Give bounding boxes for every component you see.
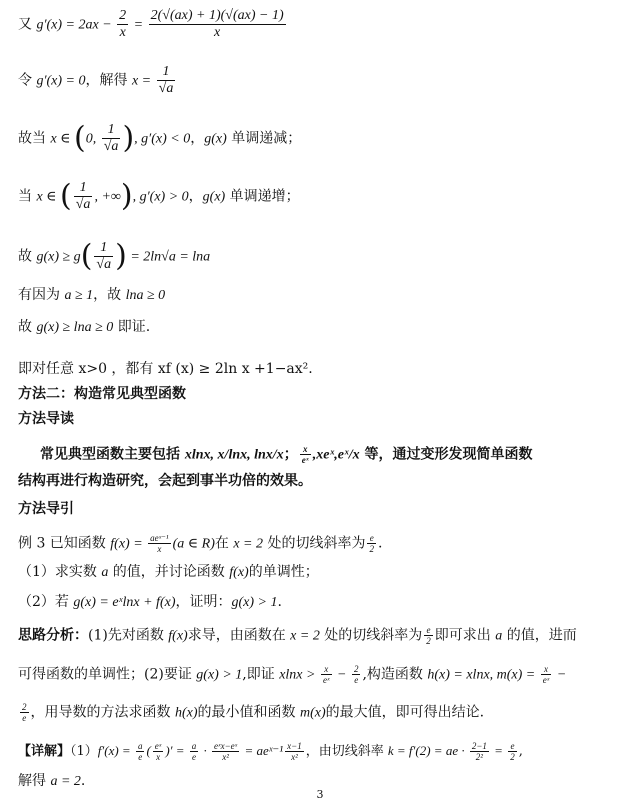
increasing-line [18, 180, 628, 213]
formula: k = f′(2) = ae · [387, 743, 468, 758]
fraction: $\frac{2-1}{\text{2²}}$ [471, 741, 487, 762]
text: 常见典型函数主要包括 [40, 446, 185, 463]
formula: ,xeˣ,eˣ/x [312, 447, 360, 463]
text: 例 3 已知函数 [18, 535, 111, 552]
text: 即对任意 x>0 ，都有 xf (x) ≥ 2ln x +1−ax². [18, 361, 313, 377]
fraction: $\frac{\text{eˣx−eˣ}}{\text{x²}}$ [214, 741, 238, 762]
example-statement [18, 533, 628, 554]
formula: = 2ln√a = lna [126, 249, 211, 265]
formula: g′(x) = 2ax − [36, 17, 116, 33]
formula: a [495, 628, 503, 644]
text: 的最小值和函数 [197, 704, 300, 721]
fraction: $\frac{a}{e}$ [191, 741, 197, 762]
formula: = aeˣ⁻¹ [241, 743, 284, 758]
zero-line [18, 64, 628, 97]
text: 有因为 [18, 287, 65, 303]
formula: 0, [85, 131, 100, 147]
formula: a [101, 565, 109, 580]
formula: xlnx, x/lnx, lnx/x [184, 447, 284, 463]
text: 当 [18, 188, 37, 205]
formula: a ≥ 1 [64, 288, 94, 303]
text: 故 [18, 248, 37, 265]
text: 即证. [113, 319, 151, 335]
formula: x ∈ [36, 189, 61, 205]
formula: , g′(x) > 0 [132, 189, 189, 205]
fraction: $\frac{e}{2}$ [369, 533, 374, 554]
subsection-heading [18, 500, 628, 518]
formula: m(x) [299, 705, 326, 721]
heading-text: 方法二：构造常见典型函数 [18, 386, 186, 402]
formula: )′ = [165, 743, 188, 758]
formula: f(x) = [110, 536, 147, 552]
formula: g(x) > 1 [231, 595, 278, 610]
fraction: $\frac{2}{e}$ [353, 664, 359, 685]
text: 的值，进而 [502, 627, 577, 644]
formula: g(x) [202, 189, 226, 205]
formula: f(x) [229, 565, 249, 580]
fraction: $\frac{x-1}{\text{x²}}$ [287, 741, 302, 762]
fraction: $\frac{e}{2}$ [426, 625, 431, 646]
formula: f′(x) = [97, 743, 134, 758]
analysis-line [18, 625, 628, 646]
fraction: $\frac{1}{√a}$ [96, 240, 112, 272]
method-intro-continuation [18, 472, 628, 490]
method-intro-line [18, 444, 628, 465]
analysis-continuation [18, 664, 628, 685]
summary-line [18, 360, 628, 378]
text: 的单调性； [248, 564, 319, 580]
fraction: $\frac{x}{\text{eˣ}}$ [301, 444, 309, 465]
formula: a = 2 [50, 774, 81, 789]
subsection-heading [18, 410, 628, 428]
text: . [277, 594, 282, 610]
text: （1） [70, 744, 98, 759]
formula: (a ∈ R) [172, 536, 215, 552]
text: 求导，由函数在 [187, 627, 291, 644]
fraction: $\frac{\text{eˣ}}{x}$ [154, 741, 162, 762]
text: ， [188, 188, 203, 205]
text: 处的切线斜率为 [319, 627, 423, 644]
text: . [80, 773, 86, 789]
question-1 [18, 563, 628, 582]
formula: x = [131, 73, 155, 89]
text: 故当 [18, 130, 51, 147]
fraction: $\frac{\text{aeˣ⁻¹}}{x}$ [150, 533, 169, 554]
text: 结构再进行构造研究，会起到事半功倍的效果。 [18, 473, 312, 489]
solution-line [18, 741, 628, 762]
fraction: $\frac{x}{\text{eˣ}}$ [322, 664, 330, 685]
formula: f(x) [168, 628, 188, 644]
formula: g′(x) = 0 [36, 73, 86, 89]
fraction: $\frac{x}{\text{eˣ}}$ [542, 664, 550, 685]
fraction: $\frac{e}{2}$ [510, 741, 515, 762]
minimum-line [18, 240, 628, 273]
formula: · [200, 743, 211, 758]
formula: g(x) > 1 [196, 667, 243, 683]
text: ； [283, 446, 298, 463]
formula: xlnx > [279, 667, 319, 683]
formula: , +∞ [94, 189, 121, 205]
formula: g(x) = eˣlnx + f(x) [73, 595, 176, 610]
text: ， [190, 130, 205, 147]
paren: ( [60, 178, 72, 214]
text: （1）求实数 [18, 564, 102, 580]
paren: ( [74, 120, 86, 156]
text: 等，通过变形发现简单函数 [359, 446, 533, 463]
text: (1)先对函数 [88, 627, 169, 644]
text: 可得函数的单调性；(2)要证 [18, 666, 197, 683]
paren: ) [120, 178, 133, 214]
text: ，证明： [175, 594, 232, 610]
formula: − [553, 667, 567, 683]
decreasing-line [18, 122, 628, 155]
derivative-line [18, 8, 628, 41]
fraction: $\frac{1}{√a}$ [103, 122, 119, 154]
text: 单调递增； [225, 188, 300, 205]
text: 故 [18, 319, 37, 335]
formula: lna ≥ 0 [125, 288, 166, 303]
paren: ) [115, 238, 127, 274]
formula: , g′(x) < 0 [134, 131, 191, 147]
heading-text: 方法导读 [18, 411, 74, 427]
text: （2）若 [18, 594, 74, 610]
fraction: $\frac{1}{√a}$ [75, 180, 91, 212]
text: . [377, 535, 383, 552]
page-number: 3 [316, 788, 324, 801]
formula: g(x) ≥ g [36, 249, 81, 265]
fraction: $\frac{1}{√a}$ [158, 64, 174, 96]
formula: h(x) = xlnx, m(x) = [427, 667, 539, 683]
text: 令 [18, 72, 37, 89]
text: 又 [18, 16, 37, 33]
solution-label: 【详解】 [18, 744, 71, 759]
fraction: $\frac{2}{e}$ [22, 702, 27, 723]
paren: ) [122, 120, 135, 156]
question-2 [18, 593, 628, 612]
formula: − [333, 667, 350, 683]
text: ，故 [93, 287, 126, 303]
fraction: $\frac{2}{x}$ [119, 8, 127, 40]
formula: ( [146, 743, 151, 758]
analysis-end [18, 702, 628, 723]
text: ,构造函数 [362, 666, 428, 683]
formula: g(x) [204, 131, 227, 147]
text: ,即证 [242, 666, 280, 683]
section-heading [18, 385, 628, 403]
fraction: $\frac{2(√(ax) + 1)(√(ax) - 1)}{x}$ [150, 8, 284, 40]
formula: = [130, 17, 147, 33]
text: 的最大值，即可得出结论. [325, 704, 485, 721]
formula: x ∈ [50, 131, 75, 147]
text: ，由切线斜率 [305, 744, 388, 759]
paren: ( [80, 238, 93, 274]
text: ，用导数的方法求函数 [30, 704, 175, 721]
formula: x = 2 [290, 628, 320, 644]
analysis-label: 思路分析： [18, 627, 88, 644]
formula: h(x) [174, 705, 198, 721]
condition-line [18, 286, 628, 305]
conclusion-line [18, 318, 628, 337]
text: , [518, 744, 523, 759]
text: 解得 [18, 773, 51, 789]
fraction: $\frac{a}{e}$ [137, 741, 143, 762]
heading-text: 方法导引 [18, 501, 74, 517]
text: 即可求出 [434, 627, 496, 644]
formula: = [490, 743, 507, 758]
text: 处的切线斜率为 [263, 535, 366, 552]
formula: g(x) ≥ lna ≥ 0 [36, 320, 114, 335]
text: 在 [214, 535, 234, 552]
text: 单调递减； [226, 130, 302, 147]
text: ，解得 [85, 72, 132, 89]
text: 的值，并讨论函数 [108, 564, 230, 580]
formula: x = 2 [233, 536, 263, 552]
